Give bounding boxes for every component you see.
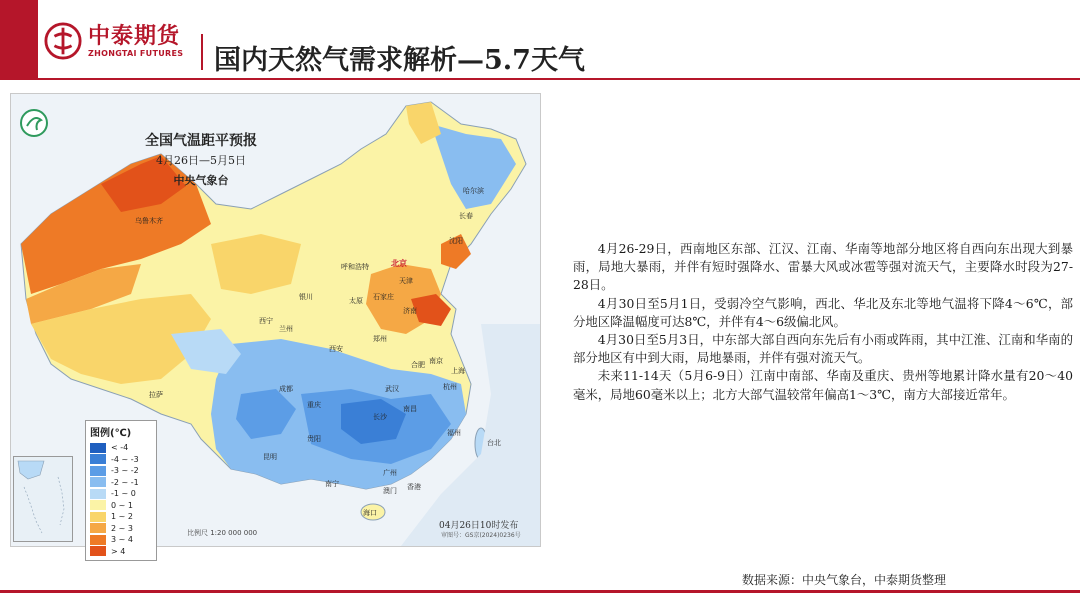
city-label: 北京 <box>391 259 407 268</box>
legend-swatch <box>90 443 106 453</box>
bottom-rule <box>0 590 1080 593</box>
legend-label: -4 ~ -3 <box>111 454 139 464</box>
temperature-anomaly-map <box>10 93 541 556</box>
legend-swatch <box>90 477 106 487</box>
legend-label: -2 ~ -1 <box>111 477 139 487</box>
map-title: 全国气温距平预报 <box>145 133 257 149</box>
city-label: 昆明 <box>263 453 277 461</box>
legend-swatch <box>90 523 106 533</box>
map-issuer: 中央气象台 <box>173 174 229 187</box>
city-label: 沈阳 <box>449 237 463 245</box>
legend-swatch <box>90 500 106 510</box>
city-label: 台北 <box>487 439 501 447</box>
city-label: 郑州 <box>373 335 387 343</box>
city-label: 合肥 <box>411 361 425 369</box>
legend-item <box>90 500 152 512</box>
city-label: 银川 <box>299 293 313 301</box>
analysis-paragraph: 4月26-29日，西南地区东部、江汉、江南、华南等地部分地区将自西向东出现大到暴雨，局地大暴雨，并伴有短时强降水、雷暴大风或冰雹等强对流天气，主要降水时段为27-28日。 <box>573 241 1073 293</box>
brand-name-en: ZHONGTAI FUTURES <box>88 48 184 58</box>
brand-logo <box>44 22 183 60</box>
data-source: 数据来源：中央气象台，中泰期货整理 <box>742 573 947 587</box>
legend-item <box>90 546 152 558</box>
legend-label: 2 ~ 3 <box>111 523 133 533</box>
city-label: 武汉 <box>385 385 399 393</box>
city-label: 杭州 <box>443 383 457 391</box>
legend-swatch <box>90 489 106 499</box>
legend-item <box>90 477 152 489</box>
city-label: 广州 <box>383 469 397 477</box>
legend-title: 图例(℃) <box>90 428 132 439</box>
legend-item <box>90 442 152 454</box>
legend-label: < -4 <box>111 443 129 453</box>
legend-item <box>90 454 152 466</box>
city-label: 重庆 <box>307 401 321 409</box>
legend-item <box>90 511 152 523</box>
south-china-sea-inset <box>13 456 73 542</box>
city-label: 拉萨 <box>149 391 163 399</box>
city-label: 兰州 <box>279 325 293 333</box>
legend-item <box>90 534 152 546</box>
map-review-number: 审图号：GS京(2024)0236号 <box>441 532 521 539</box>
legend-item <box>90 523 152 535</box>
left-accent-band <box>0 0 38 78</box>
city-label: 长沙 <box>373 413 387 421</box>
map-scale: 比例尺 1:20 000 000 <box>187 529 258 537</box>
map-date-range: 4月26日—5月5日 <box>156 154 246 167</box>
inset-map-graphic <box>14 457 72 541</box>
weather-analysis <box>573 240 1073 404</box>
city-label: 济南 <box>403 307 417 315</box>
city-label: 海口 <box>363 509 377 517</box>
header-separator <box>201 34 203 70</box>
city-label: 太原 <box>349 297 363 305</box>
map-publish-time: 04月26日10时发布 <box>439 521 519 531</box>
city-label: 贵阳 <box>307 435 321 443</box>
analysis-paragraph: 未来11-14天（5月6-9日）江南中南部、华南及重庆、贵州等地累计降水量有20～40毫米，局地60毫米以上；北方大部气温较常年偏高1～3℃，南方大部接近常年。 <box>573 368 1073 402</box>
page-title: 国内天然气需求解析—5.7天气 <box>214 45 585 76</box>
city-label: 上海 <box>451 367 465 375</box>
brand-name-cn: 中泰期货 <box>88 23 181 49</box>
legend-swatch <box>90 466 106 476</box>
city-label: 长春 <box>459 212 473 220</box>
legend-swatch <box>90 512 106 522</box>
city-label: 西安 <box>329 345 343 353</box>
legend-label: 3 ~ 4 <box>111 535 133 545</box>
city-label: 南昌 <box>403 405 417 413</box>
city-label: 南宁 <box>325 480 339 488</box>
legend-label: 0 ~ 1 <box>111 500 133 510</box>
city-label: 石家庄 <box>373 293 394 301</box>
analysis-paragraph: 4月30日至5月3日，中东部大部自西向东先后有小雨或阵雨，其中江淮、江南和华南的部分地区有中到大雨，局地暴雨，并伴有强对流天气。 <box>573 332 1073 366</box>
city-label: 成都 <box>279 385 293 393</box>
legend-label: > 4 <box>111 546 126 556</box>
legend-swatch <box>90 454 106 464</box>
city-label: 乌鲁木齐 <box>135 217 163 225</box>
legend-label: 1 ~ 2 <box>111 512 133 522</box>
city-label: 西宁 <box>259 317 273 325</box>
city-label: 南京 <box>429 357 443 365</box>
city-label: 香港 <box>407 483 421 491</box>
city-label: 福州 <box>447 429 461 437</box>
analysis-paragraph: 4月30日至5月1日，受弱冷空气影响，西北、华北及东北等地气温将下降4～6℃，部分地区降温幅度可达8℃，并伴有4～6级偏北风。 <box>573 295 1073 329</box>
title-rule <box>0 78 1080 80</box>
brand-logo-icon <box>44 22 82 60</box>
legend-item <box>90 465 152 477</box>
legend-swatch <box>90 535 106 545</box>
legend-swatch <box>90 546 106 556</box>
map-legend <box>85 420 157 561</box>
legend-label: -1 ~ 0 <box>111 489 136 499</box>
legend-label: -3 ~ -2 <box>111 466 139 476</box>
city-label: 哈尔滨 <box>463 187 484 195</box>
city-label: 澳门 <box>383 487 397 495</box>
city-label: 天津 <box>399 277 413 285</box>
legend-item <box>90 488 152 500</box>
city-label: 呼和浩特 <box>341 263 369 271</box>
